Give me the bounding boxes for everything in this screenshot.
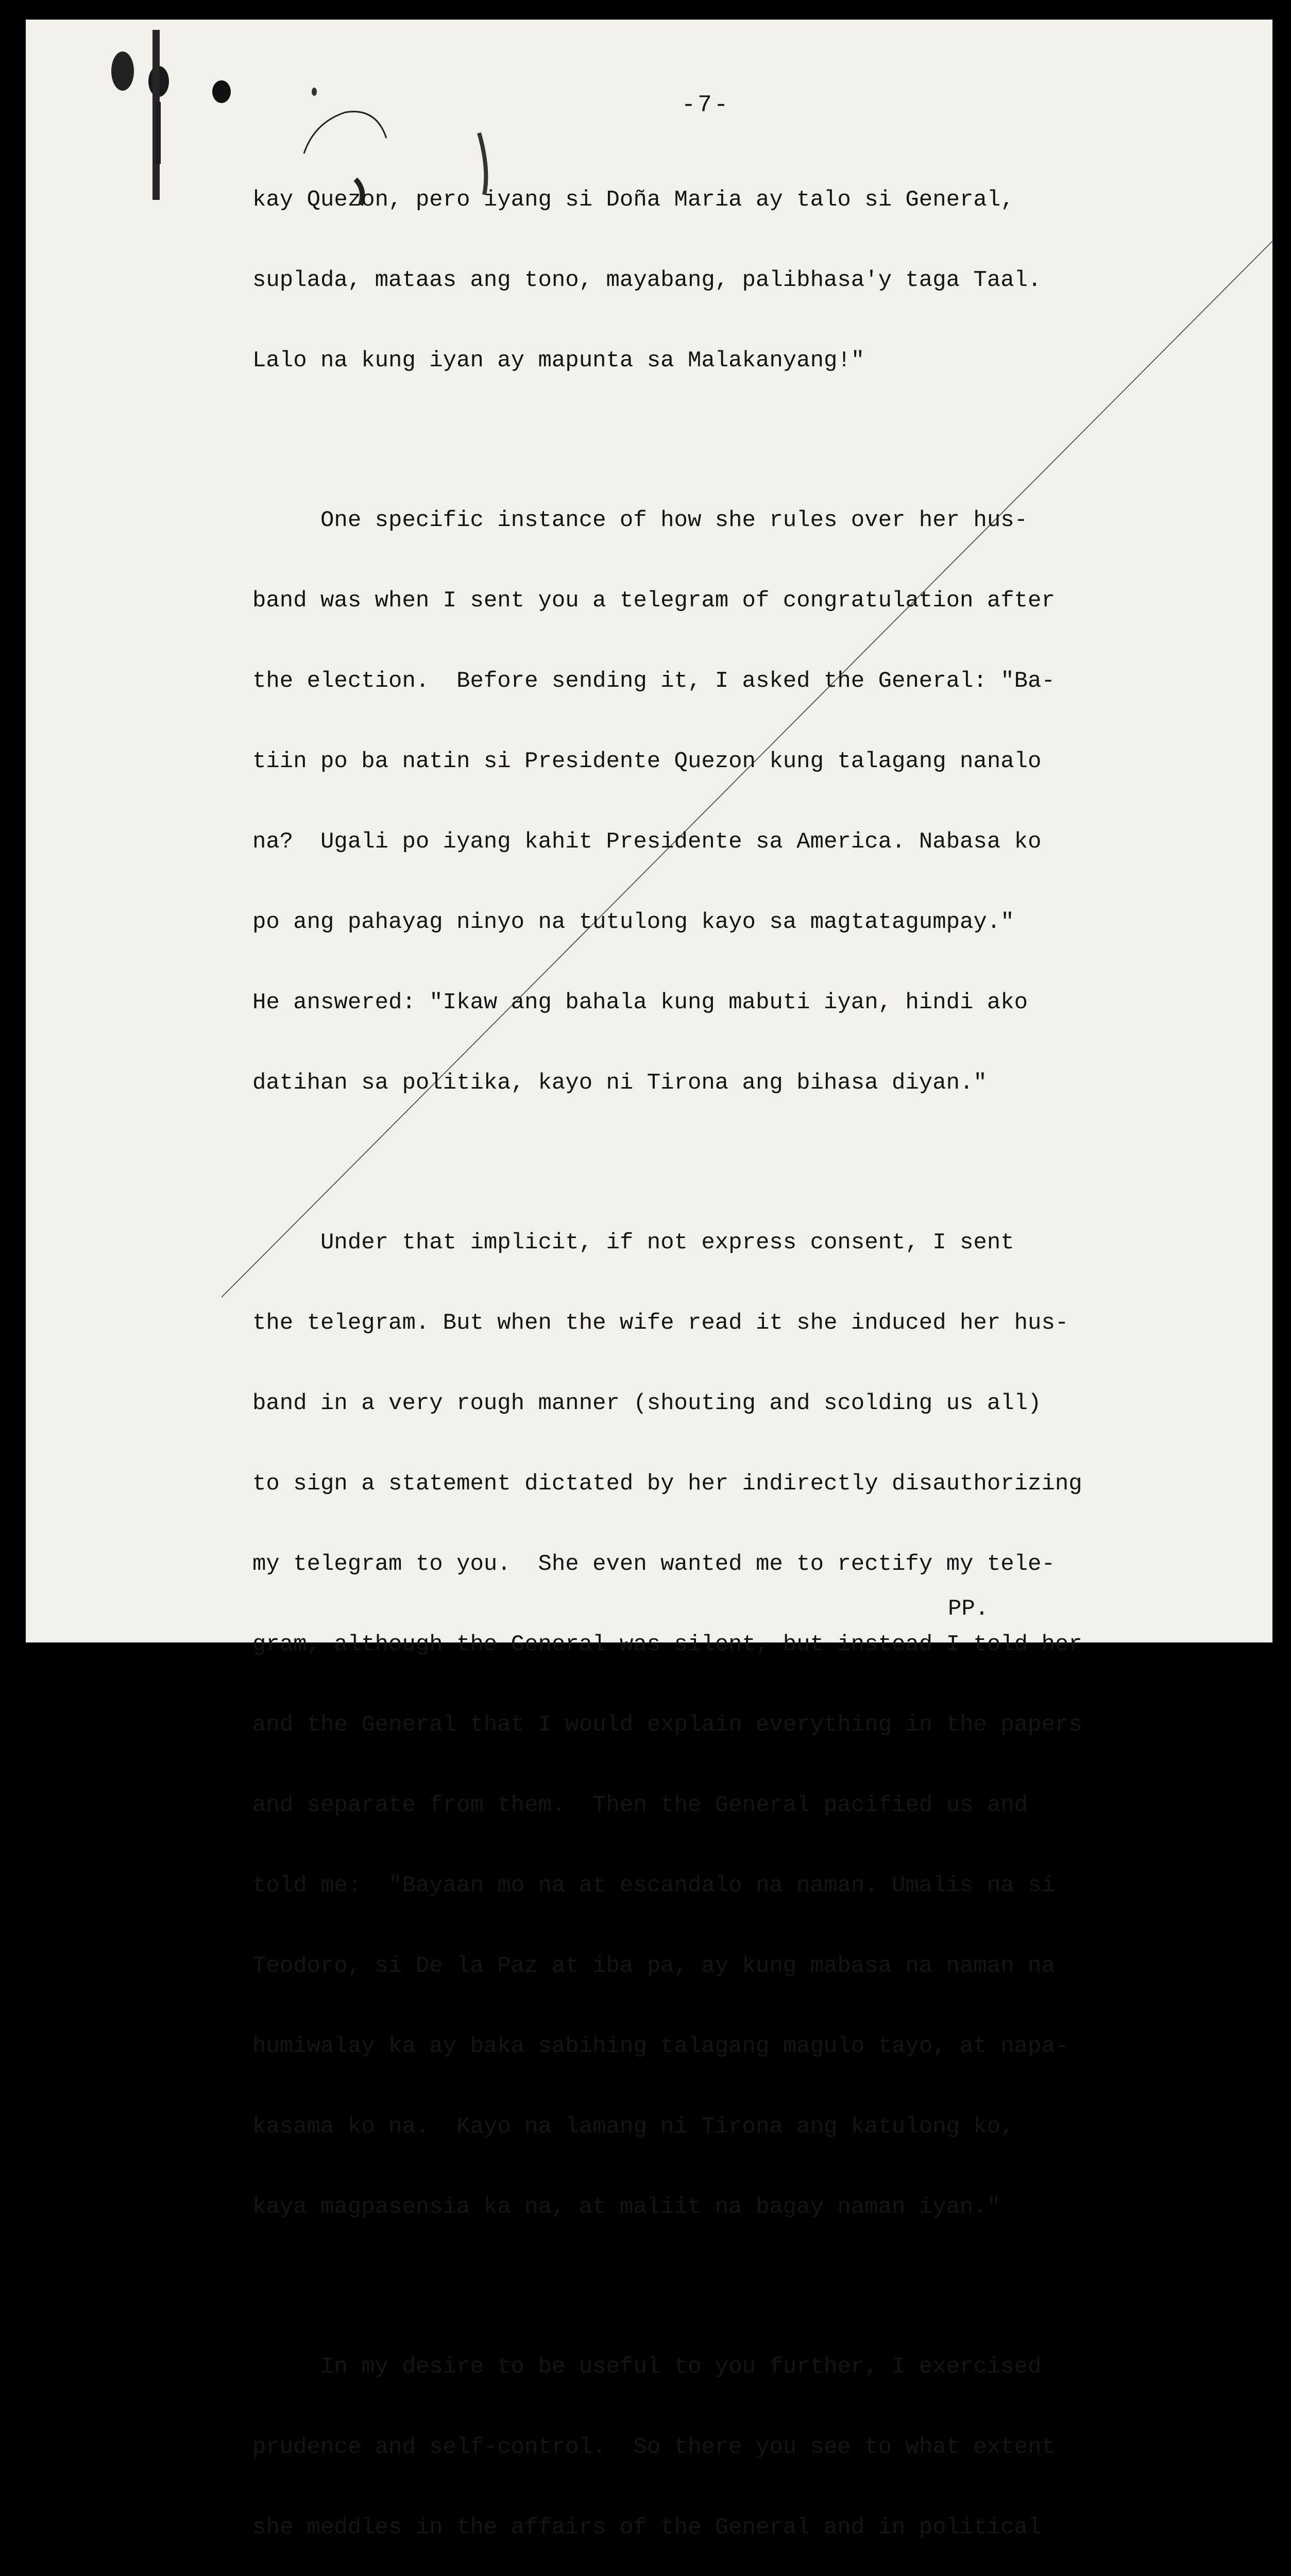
signature-initials: PP.	[948, 1596, 989, 1622]
text-line: humiwalay ka ay baka sabihing talagang magulo tayo, at napa-	[252, 2033, 1069, 2059]
text-line: the election. Before sending it, I asked the General: "Ba-	[252, 668, 1055, 694]
text-line: tiin po ba natin si Presidente Quezon kung talagang nanalo	[252, 749, 1042, 774]
text-line: told me: "Bayaan mo na at escandalo na naman. Umalis na si	[252, 1873, 1055, 1899]
paragraph-4	[252, 2300, 1242, 2576]
text-line: and separate from them. Then the General pacified us and	[252, 1792, 1028, 1818]
text-line: Teodoro, si De la Paz at iba pa, ay kung mabasa na naman na	[252, 1953, 1055, 1979]
text-line: kaya magpasensia ka na, at maliit na bagay naman iyan."	[252, 2194, 1001, 2220]
text-line: In my desire to be useful to you further, I exercised	[252, 2354, 1042, 2380]
text-line: suplada, mataas ang tono, mayabang, palibhasa'y taga Taal.	[252, 267, 1042, 293]
text-line: band in a very rough manner (shouting and scolding us all)	[252, 1391, 1042, 1416]
text-line: my telegram to you. She even wanted me to rectify my tele-	[252, 1551, 1055, 1577]
text-line: band was when I sent you a telegram of congratulation after	[252, 588, 1055, 614]
page-number: -7-	[681, 92, 731, 118]
text-line: datihan sa politika, kayo ni Tirona ang bihasa diyan."	[252, 1070, 987, 1096]
paragraph-2	[252, 453, 1242, 1150]
text-line: to sign a statement dictated by her indirectly disauthorizing	[252, 1471, 1082, 1497]
text-line: He answered: "Ikaw ang bahala kung mabuti iyan, hindi ako	[252, 990, 1028, 1015]
text-line: kay Quezon, pero iyang si Doña Maria ay talo si General,	[252, 187, 1014, 213]
paragraph-3	[252, 1176, 1242, 2274]
document-page	[26, 20, 1272, 2540]
text-line: Lalo na kung iyan ay mapunta sa Malakanyang!"	[252, 348, 865, 374]
text-line: Under that implicit, if not express consent, I sent	[252, 1230, 1014, 1256]
text-line: One specific instance of how she rules over her hus-	[252, 507, 1028, 533]
text-line: kasama ko na. Kayo na lamang ni Tirona ang katulong ko,	[252, 2114, 1014, 2140]
text-line: prudence and self-control. So there you see to what extent	[252, 2434, 1055, 2460]
text-line: na? Ugali po iyang kahit Presidente sa America. Nabasa ko	[252, 829, 1042, 855]
text-line: she meddles in the affairs of the General and in political	[252, 2515, 1042, 2540]
letter-body	[252, 92, 1242, 2576]
text-line: gram, although the General was silent, but instead I told her	[252, 1632, 1082, 1657]
paragraph-1	[252, 133, 1242, 428]
text-line: and the General that I would explain everything in the papers	[252, 1712, 1082, 1738]
text-line: po ang pahayag ninyo na tutulong kayo sa magtatagumpay."	[252, 909, 1014, 935]
text-line: the telegram. But when the wife read it she induced her hus-	[252, 1310, 1069, 1336]
